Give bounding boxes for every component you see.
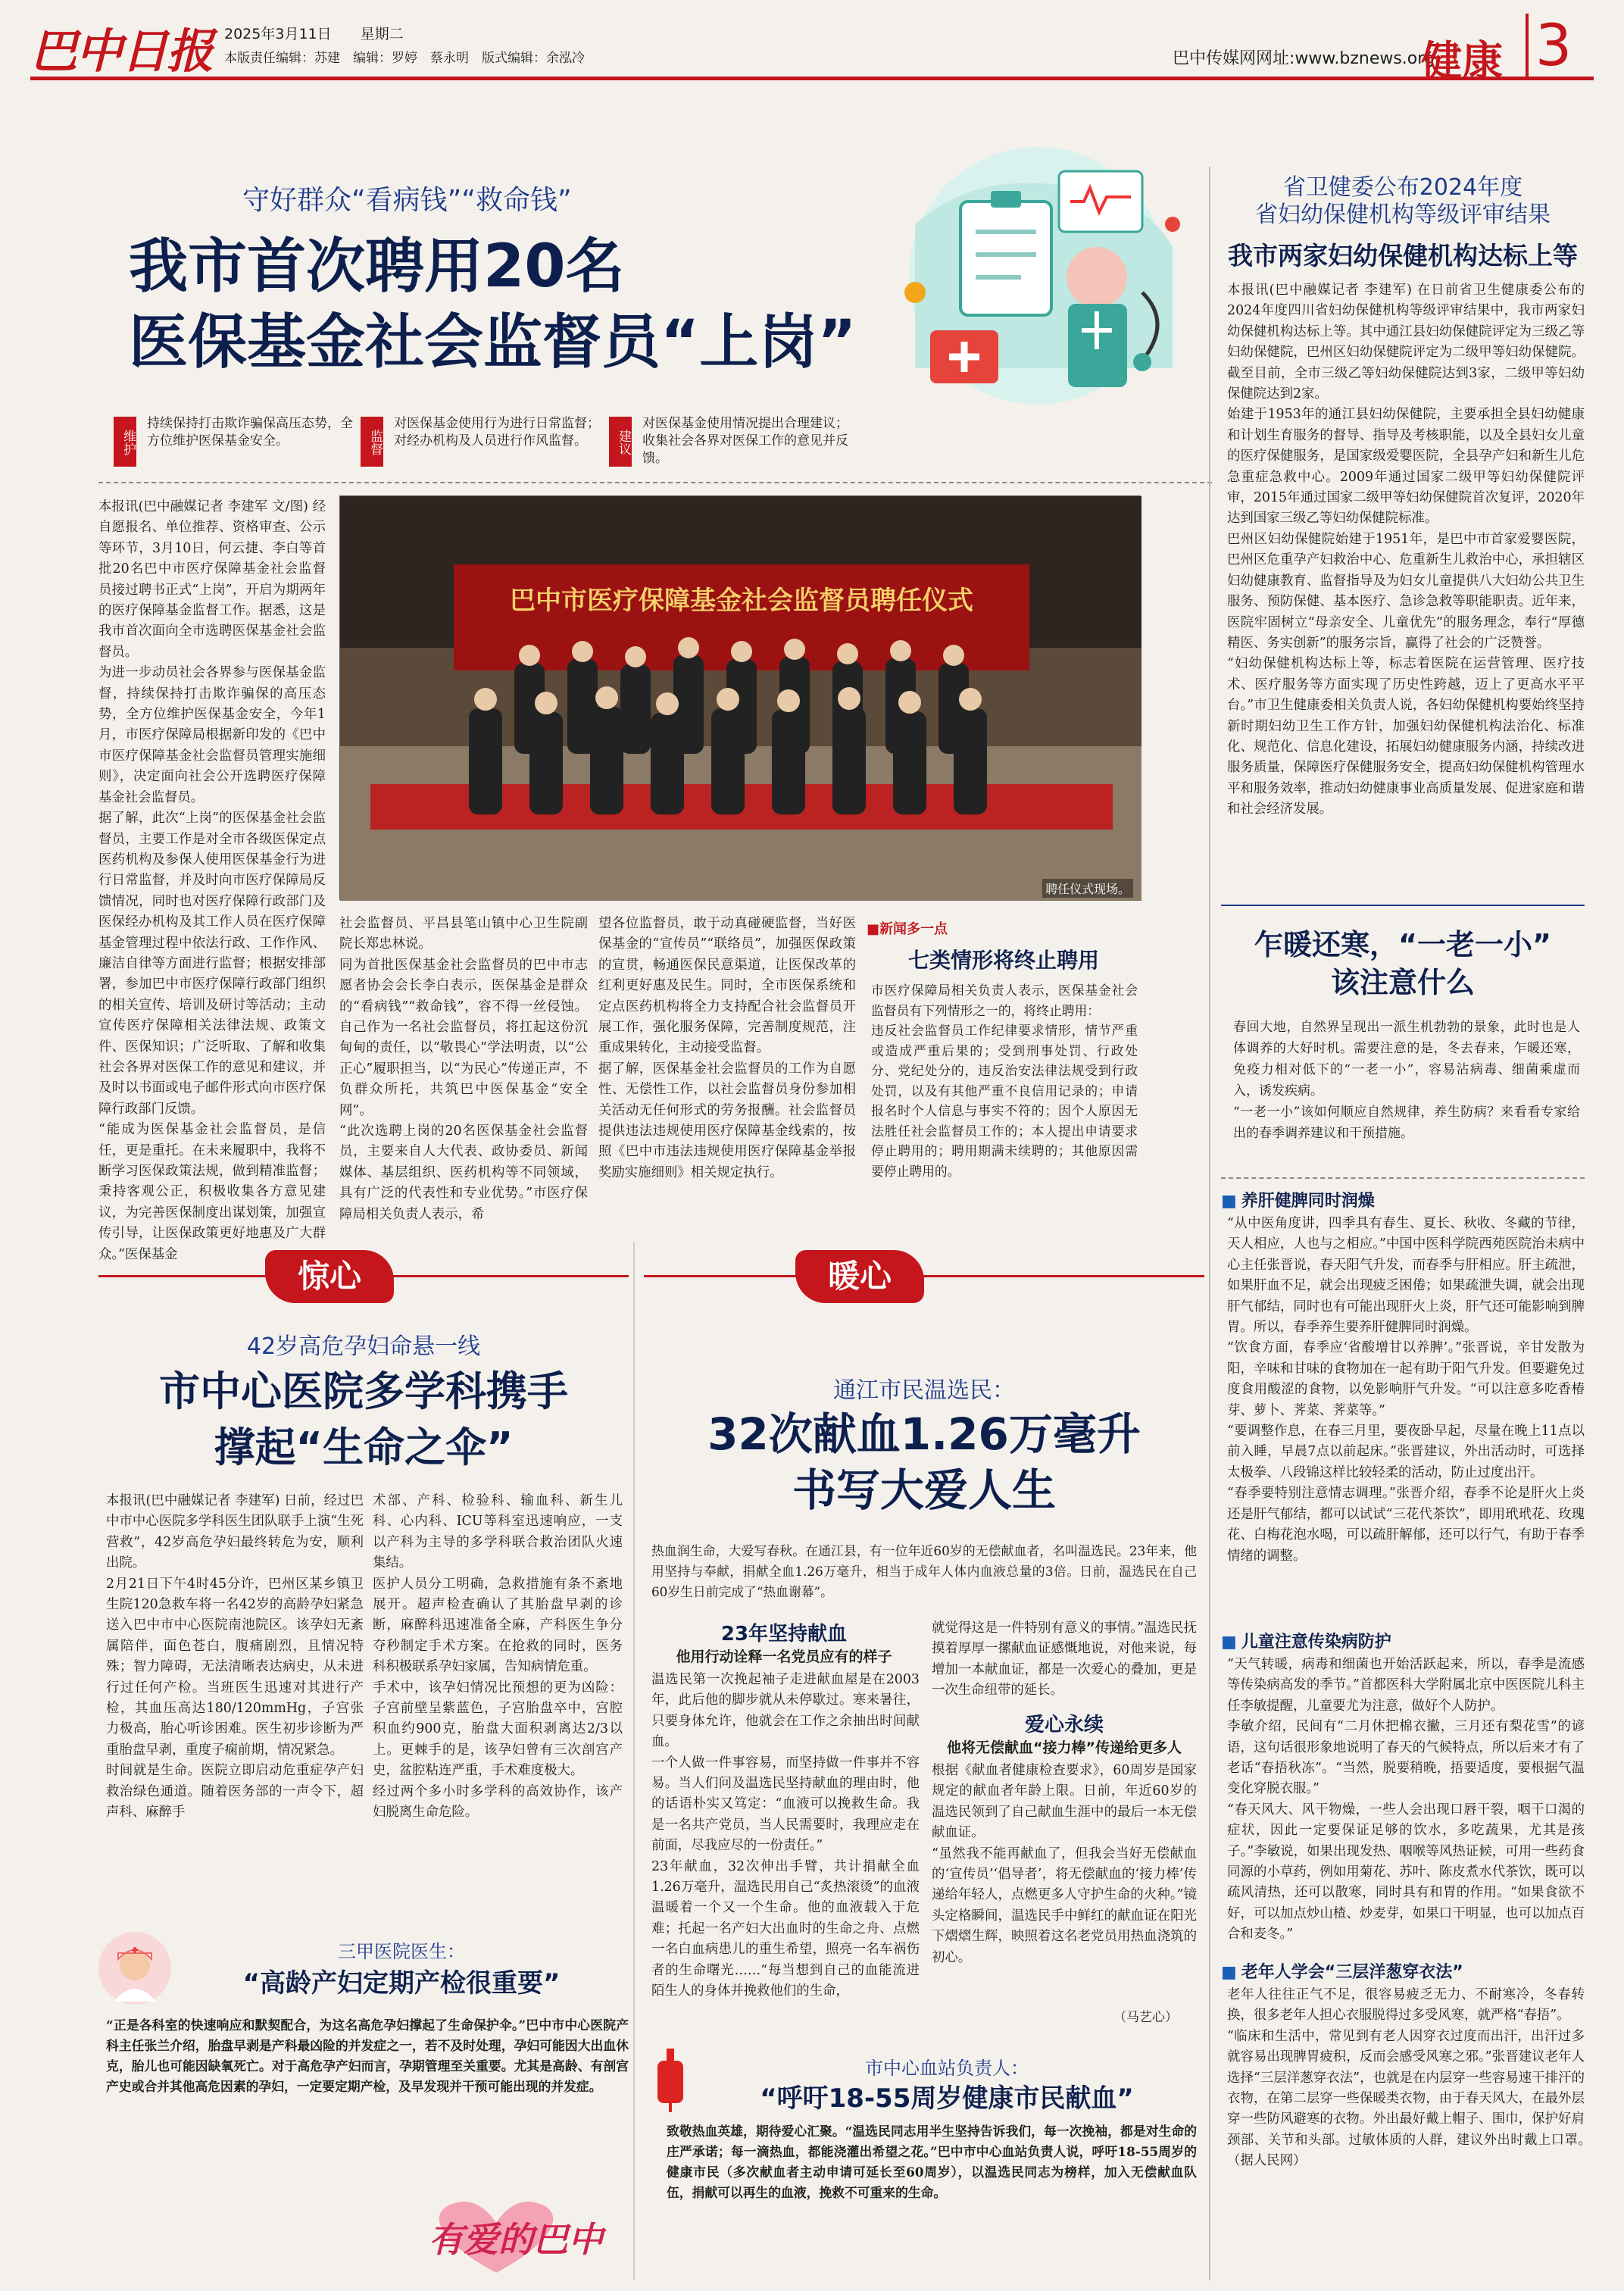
jingxin-col2: 术部、产科、检验科、输血科、新生儿科、心内科、ICU等科室迅速响应，一支以产科为主导的多学科联合救治团队火速集结。 医护人员分工明确，急救措施有条不紊地展开。超声检查确认了其胎盘早剥的诊断，麻醉科迅速准备全麻，产科医生争分夺秒制定手术方案。在抢救的同时，医务科积极联系孕妇家属，告知病情危重。 手术中，该孕妇情况比预想的更为凶险：子宫前壁呈紫蓝色，子宫胎盘卒中，宫腔积血约900克，胎盘大面积剥离达2/3以上。更棘手的是，该孕妇曾有三次剖宫产史，盆腔粘连严重，手术难度极大。 经过两个多小时多学科的高效协作，该产妇脱离生命危险。 bbox=[373, 1493, 623, 1821]
main-article-col2: 社会监督员、平昌县笔山镇中心卫生院副院长郑忠林说。 同为首批医保基金社会监督员的巴中市志愿者协会会长李白表示，医保基金是群众的“看病钱”“救命钱”，容不得一丝侵蚀。自己作为一名社会监督员，将扛起这份沉甸甸的责任，以“敬畏心”学法明责，以“公正心”履职担当，以“为民心”传递正声，不负群众所托，共筑巴中医保基金“安全网”。 “此次选聘上岗的20名医保基金社会监督员，主要来自人大代表、政协委员、新闻媒体、基层组织、医药机构等不同领域，具有广泛的代表性和专业优势。”市医疗保障局相关负责人表示，希 bbox=[339, 916, 588, 1222]
subhead-elderly: ■ 老年人学会“三层洋葱穿衣法” bbox=[1221, 1959, 1463, 1983]
ribbon-label: 暖心 bbox=[795, 1250, 924, 1303]
editors-line: 本版责任编辑：苏建 编辑：罗婷 蔡永明 版式编辑：余泓冷 bbox=[224, 51, 585, 66]
tag-text: 对医保基金使用情况提出合理建议；收集社会各界对医保工作的意见并反馈。 bbox=[642, 416, 848, 466]
site-url[interactable]: 巴中传媒网网址:www.bznews.org bbox=[1173, 49, 1435, 68]
elderly-body: 老年人往往正气不足，很容易疲乏无力、不耐寒冷，冬春转换，很多老年人担心衣服脱得过多受风寒，就严格“春捂”。 “临床和生活中，常见到有老人因穿衣过度而出汗，出汗过多就容易出现脾胃疲积，反而会感受风寒之邪。”张晋建议老年人选择“三层洋葱穿衣法”，也就是在内层穿一些容易速干排汗的衣物，在第二层穿一些保暖类衣物，由于春天风大，在最外层穿一些防风避寒的衣物。外出最好戴上帽子、围巾，保护好肩颈部、关节和头部。过敏体质的人群，建议外出时戴上口罩。 （据人民网） bbox=[1227, 1987, 1585, 2169]
news-box-title: 七类情形将终止聘用 bbox=[907, 948, 1099, 973]
nuanxin-kicker: 通江市民温选民： bbox=[833, 1377, 1015, 1404]
subhead-children: ■ 儿童注意传染病防护 bbox=[1221, 1629, 1391, 1652]
issue-date-line bbox=[224, 23, 404, 43]
chief-kicker: 市中心血站负责人： bbox=[865, 2058, 1029, 2079]
chief-quote: 致敬热血英雄，期待爱心汇聚。“温选民同志用半生坚持告诉我们，每一次挽袖，都是对生命的庄严承诺；每一滴热血，都能浇灌出希望之花。”巴中市中心血站负责人说，呼吁18-55周岁的健康市民（多次献血者主动申请可延长至60周岁），以温选民同志为榜样，加入无偿献血队伍，捐献可以再生的血液，挽救不可重来的生命。 bbox=[667, 2124, 1197, 2200]
spring-lead: 春回大地，自然界呈现出一派生机勃勃的景象，此时也是人体调养的大好时机。需要注意的是，冬去春来，乍暖还寒，免疫力相对低下的“一老一小”，容易沾病毒、细菌乘虚而入，诱发疾病。 “一老一小”该如何顺应自然规律，养生防病？来看看专家给出的春季调养建议和干预措施。 bbox=[1233, 1020, 1580, 1141]
spring-headline: 乍暖还寒，“一老一小” 该注意什么 bbox=[1254, 928, 1551, 999]
nuanxin-sub2-title: 爱心永续 bbox=[1024, 1714, 1104, 1736]
column-rule bbox=[633, 1242, 635, 2280]
blood-bag-icon bbox=[651, 2046, 689, 2114]
jingxin-kicker: 42岁高危孕妇命悬一线 bbox=[246, 1333, 481, 1360]
divider bbox=[1221, 1177, 1585, 1179]
ribbon-line bbox=[644, 1275, 1204, 1277]
jingxin-headline: 市中心医院多学科携手 撑起“生命之伞” bbox=[159, 1367, 568, 1471]
main-headline: 我市首次聘用20名 医保基金社会监督员“上岗” bbox=[129, 233, 857, 377]
brand-slogan: 有爱的巴中 bbox=[429, 2219, 603, 2260]
column-rule bbox=[1209, 167, 1210, 2280]
tag-suggest bbox=[609, 415, 853, 470]
nuanxin-byline: （马艺心） bbox=[1113, 2010, 1178, 2025]
right-kicker: 省卫健委公布2024年度 省妇幼保健机构等级评审结果 bbox=[1255, 174, 1551, 228]
doctor-quote: “正是各科室的快速响应和默契配合，为这名高危孕妇撑起了生命保护伞。”巴中市中心医院产科主任张兰介绍，胎盘早剥是产科最凶险的并发症之一，若不及时处理，孕妇可能因大出血休克，胎儿也可能因缺氧死亡。对于高危孕产妇而言，孕期管理至关重要。尤其是高龄、有剖宫产史或合并其他高危因素的孕妇，一定要定期产检，及早发现并干预可能出现的并发症。 bbox=[106, 2018, 629, 2094]
ribbon-label: 惊心 bbox=[265, 1250, 394, 1303]
tag-label: 监督 bbox=[361, 417, 383, 467]
section-ribbon-jingxin bbox=[98, 1242, 629, 1311]
medical-illustration bbox=[870, 141, 1206, 411]
nuanxin-sub1-title: 23年坚持献血 bbox=[720, 1623, 848, 1646]
tag-maintain bbox=[114, 415, 358, 470]
issue-weekday: 星期二 bbox=[360, 26, 404, 42]
tag-supervise bbox=[361, 415, 604, 470]
nuanxin-col1: 温选民第一次挽起袖子走进献血屋是在2003年，此后他的脚步就从未停歇过。寒来暑往，只要身体允许，他就会在工作之余抽出时间献血。 一个人做一件事容易，而坚持做一件事并不容易。当人们问及温选民坚持献血的理由时，他的话语朴实又笃定：“血液可以挽救生命。我是一名共产党员，当人民需要时，我理应走在前面，尽我应尽的一份责任。” 23年献血，32次伸出手臂，共计捐献全血1.26万毫升，温选民用自己“炙热滚烫”的血液温暖着一个又一个生命。他的血液载入于危难；托起一名产妇大出血时的生命之舟、点燃一名白血病患儿的重生希望，照亮一名车祸伤者的生命曙光……“每当想到自己的血能流进陌生人的身体并挽救他们的生命， bbox=[651, 1672, 920, 1999]
nuanxin-sub2-subtitle: 他将无偿献血“接力棒”传递给更多人 bbox=[947, 1739, 1182, 1756]
nuanxin-sub1-subtitle: 他用行动诠释一名党员应有的样子 bbox=[676, 1649, 892, 1665]
photo-banner-text: 巴中市医疗保障基金社会监督员聘任仪式 bbox=[510, 586, 973, 616]
ceremony-photo bbox=[339, 495, 1141, 900]
tag-text: 对医保基金使用行为进行日常监督；对经办机构及人员进行作风监督。 bbox=[394, 416, 600, 449]
main-kicker: 守好群众“看病钱”“救命钱” bbox=[242, 185, 572, 216]
news-box-text: 市医疗保障局相关负责人表示，医保基金社会监督员有下列情形之一的，将终止聘用： 违反社会监督员工作纪律要求情形，情节严重或造成严重后果的；受到刑事处罚、行政处分、党纪处分的，违反治安法律法规受到行政处罚，以及有其他严重不良信用记录的；申请报名时个人信息与事实不符的；因个人原因无法胜任社会监督员工作的；本人提出申请要求停止聘用的；聘用期满未续聘的；其他原因需要停止聘用的。 bbox=[871, 983, 1138, 1179]
doctor-headline: “高龄产妇定期产检很重要” bbox=[242, 1968, 561, 1999]
newspaper-logo: 巴中日报 bbox=[30, 23, 213, 79]
right-headline: 我市两家妇幼保健机构达标上等 bbox=[1228, 241, 1578, 270]
nuanxin-headline: 32次献血1.26万毫升 书写大爱人生 bbox=[707, 1408, 1141, 1516]
section-ribbon-nuanxin bbox=[644, 1242, 1204, 1311]
masthead bbox=[30, 11, 1594, 85]
main-article-col3: 望各位监督员，敢于动真碰硬监督，当好医保基金的“宣传员”“联络员”，加强医保政策的宣贯，畅通医保民意渠道，让医保改革的红利更好惠及民生。同时，全市医保系统和定点医药机构将全力支持配合社会监督员开展工作，强化服务保障，完善制度规范，注重成果转化，主动接受监督。 据了解，医保基金社会监督员的工作为自愿性、无偿性工作，以社会监督员身份参加相关活动无任何形式的劳务报酬。社会监督员提供违法违规使用医疗保障基金线索的，按照《巴中市违法违规使用医疗保障基金举报奖励实施细则》相关规定执行。 bbox=[598, 916, 856, 1180]
tag-label: 维护 bbox=[114, 417, 136, 467]
main-article-col1: 本报讯(巴中融媒记者 李建军 文/图) 经自愿报名、单位推荐、资格审查、公示等环节，3月10日，何云捷、李白等首批20名巴中市医疗保障基金社会监督员接过聘书正式“上岗”，开启为期两年的医疗保障基金监督工作。据悉，这是我市首次面向全市选聘医保基金社会监督员。 为进一步动员社会各界参与医保基金监督，持续保持打击欺诈骗保的高压态势，全方位维护医保基金安全，今年1月，市医疗保障局根据新印发的《巴中市医疗保障基金社会监督员管理实施细则》，决定面向社会公开选聘医疗保障基金社会监督员。 据了解，此次“上岗”的医保基金社会监督员，主要工作是对全市各级医保定点医药机构及参保人使用医保基金行为进行日常监督，并及时向市医疗保障局反馈情况，同时也对医疗保障行政部门及医保经办机构及其工作人员在医疗保障基金管理过程中依法行政、工作作风、廉洁自律等方面进行监督；根据安排部署，参加巴中市医疗保障行政部门组织的相关宣传、培训及研讨等活动；主动宣传医疗保障相关法律法规、政策文件、医保知识；广泛听取、了解和收集社会各界对医保工作的意见和建议，并及时以书面或电子邮件形式向市医疗保障行政部门反馈。 “能成为医保基金社会监督员，是信任，更是重托。在未来履职中，我将不断学习医保政策法规，做到精准监督；秉持客观公正，积极收集各方意见建议，为完善医保制度出谋划策，加强宣传引导，让医保政策更好地惠及广大群众。”医保基金 bbox=[98, 499, 326, 1262]
chief-headline: “呼吁18-55周岁健康市民献血” bbox=[760, 2083, 1134, 2114]
news-box-label: ■新闻多一点 bbox=[867, 921, 948, 937]
tag-label: 建议 bbox=[609, 417, 632, 467]
nurse-avatar bbox=[98, 1932, 171, 2005]
subhead-liver: ■ 养肝健脾同时润燥 bbox=[1221, 1188, 1375, 1211]
children-body: “天气转暖，病毒和细菌也开始活跃起来，所以，春季是流感等传染病高发的季节。”首都医科大学附属北京中医医院儿科主任李敏提醒，儿童要尤为注意，做好个人防护。 李敏介绍，民间有“二月休把棉衣撇，三月还有梨花雪”的谚语，这句话很形象地说明了春天的气候特点，所以后来才有了老话“春捂秋冻”。“当然，脱要稍晚，捂要适度，要根据气温变化穿脱衣服。” “春天风大、风干物燥，一些人会出现口唇干裂，咽干口渴的症状，因此一定要保证足够的饮水，多吃蔬果，尤其是孩子。”李敏说，如果出现发热、咽喉等风热证候，可用一些药食同源的小草药，例如用菊花、苏叶、陈皮煮水代茶饮，既可以疏风清热，还可以散寒，同时具有和胃的作用。“如果食欲不好，可以加点炒山楂、炒麦芽，如果口干明显，也可以加点百合和麦冬。” bbox=[1227, 1657, 1585, 1943]
photo-caption: 聘任仪式现场。 bbox=[1042, 879, 1133, 898]
nuanxin-lead: 热血润生命，大爱写春秋。在通江县，有一位年近60岁的无偿献血者，名叫温选民。23年来，他用坚持与奉献，捐献全血1.26万毫升，相当于成年人体内血液总量的3倍。日前，温选民在自己60岁生日前完成了“热血谢幕”。 bbox=[651, 1543, 1197, 1599]
issue-date: 2025年3月11日 bbox=[224, 26, 332, 42]
nuanxin-col2: 就觉得这是一件特别有意义的事情。”温选民抚摸着厚厚一摞献血证感慨地说，对他来说，每增加一本献血证，都是一次爱心的叠加，更是一次生命纽带的延长。 bbox=[932, 1621, 1197, 1699]
doctor-kicker: 三甲医院医生： bbox=[338, 1941, 465, 1962]
right-article-body: 本报讯(巴中融媒记者 李建军) 在日前省卫生健康委公布的2024年度四川省妇幼保健机构等级评审结果中，我市两家妇幼保健机构达标上等。其中通江县妇幼保健院评定为三级乙等妇幼保健院，巴州区妇幼保健院评定为二级甲等妇幼保健院。截至目前，全市三级乙等妇幼保健院达到3家，二级甲等妇幼保健院达到2家。 始建于1953年的通江县妇幼保健院，主要承担全县妇幼健康和计划生育服务的督导、指导及考核职能，以及全县妇女儿童的医疗保健服务，是国家级爱婴医院，全县孕产妇和新生儿危急重症急救中心。2009年通过国家二级甲等妇幼保健院评审，2015年通过国家二级甲等妇幼保健院首次复评，2020年达到国家三级乙等妇幼保健院标准。 巴州区妇幼保健院始建于1951年，是巴中市首家爱婴医院，巴州区危重孕产妇救治中心、危重新生儿救治中心，承担辖区妇幼健康教育、监督指导及为妇女儿童提供八大妇幼公共卫生服务、预防保健、基本医疗、急诊急救等职能职责。近年来，医院牢固树立“母亲安全、儿童优先”的服务理念，奉行“厚德精医、务实创新”的服务宗旨，赢得了社会的广泛赞誉。 “妇幼保健机构达标上等，标志着医院在运营管理、医疗技术、医疗服务等方面实现了历史性跨越，迈上了更高水平平台。”市卫生健康委相关负责人说，各妇幼保健机构要始终坚持新时期妇幼卫生工作方针，加强妇幼保健机构法治化、标准化、规范化、信息化建设，拓展妇幼健康服务内涵，持续改进服务质量，保障医疗保健服务安全，提高妇幼保健机构管理水平和服务效率，推动妇幼健康事业高质量发展、促进家庭和谐和社会经济发展。 bbox=[1227, 283, 1585, 817]
tag-text: 持续保持打击欺诈骗保高压态势，全方位维护医保基金安全。 bbox=[147, 416, 353, 449]
jingxin-col1: 本报讯(巴中融媒记者 李建军) 日前，经过巴中市中心医院多学科医生团队联手上演“生死营救”，42岁高危孕妇最终转危为安，顺利出院。 2月21日下午4时45分许，巴州区某乡镇卫生院120急救车将一名42岁的高龄孕妇紧急送入巴中市中心医院南池院区。该孕妇无紊属陪伴，面色苍白，腹痛剧烈，且情况特殊；智力障碍，无法清晰表达病史，从未进行过任何产检。当班医生迅速对其进行产检，其血压高达180/120mmHg，子宫张力极高，胎心听诊困难。医生初步诊断为严重胎盘早剥，重度子痫前期，情况紧急。 时间就是生命。医院立即启动危重症孕产妇救治绿色通道。随着医务部的一声令下，超声科、麻醉手 bbox=[106, 1493, 364, 1821]
divider bbox=[98, 482, 1212, 483]
liver-body: “从中医角度讲，四季具有春生、夏长、秋收、冬藏的节律，天人相应，人也与之相应。”中国中医科学院西苑医院治未病中心主任张晋说，春天阳气升发，而春季与肝相应。肝主疏泄，如果肝血不足，就会出现疲乏困倦；如果疏泄失调，就会出现肝气郁结，同时也有可能出现肝火上炎，肝气还可能影响到脾胃。所以，春季养生要养肝健脾同时润燥。 “饮食方面，春季应‘省酸增甘以养脾’。”张晋说，辛甘发散为阳，辛味和甘味的食物加在一起有助于阳气升发。但要避免过度食用酸涩的食物，以免影响肝气升发。“可以注意多吃香椿芽、萝卜、荠菜、荠菜等。” “要调整作息，在春三月里，要夜卧早起，尽量在晚上11点以前入睡，早晨7点以前起床。”张晋建议，外出活动时，可选择太极拳、八段锦这样比较轻柔的活动，防止过度出汗。 “春季要特别注意情志调理。”张晋介绍，春季不论是肝火上炎还是肝气郁结，都可以试试“三花代茶饮”，即用玳玳花、玫瑰花、白梅花泡水喝，可以疏肝解郁，还可以行气，有助于春季情绪的调整。 bbox=[1227, 1216, 1585, 1564]
section-name: 健康 bbox=[1421, 37, 1503, 85]
nuanxin-col2b: 根据《献血者健康检查要求》，60周岁是国家规定的献血者年龄上限。日前，年近60岁的温选民领到了自己献血生涯中的最后一本无偿献血证。 “虽然我不能再献血了，但我会当好无偿献血的‘宣传员’‘倡导者’，将无偿献血的‘接力棒’传递给年轻人，点燃更多人守护生命的火种。”镜头定格瞬间，温选民手中鲜红的献血证在阳光下熠熠生辉，映照着这名老党员用热血浇筑的初心。 bbox=[932, 1763, 1197, 1965]
page-number: 3 bbox=[1526, 14, 1579, 77]
divider bbox=[1221, 905, 1585, 906]
